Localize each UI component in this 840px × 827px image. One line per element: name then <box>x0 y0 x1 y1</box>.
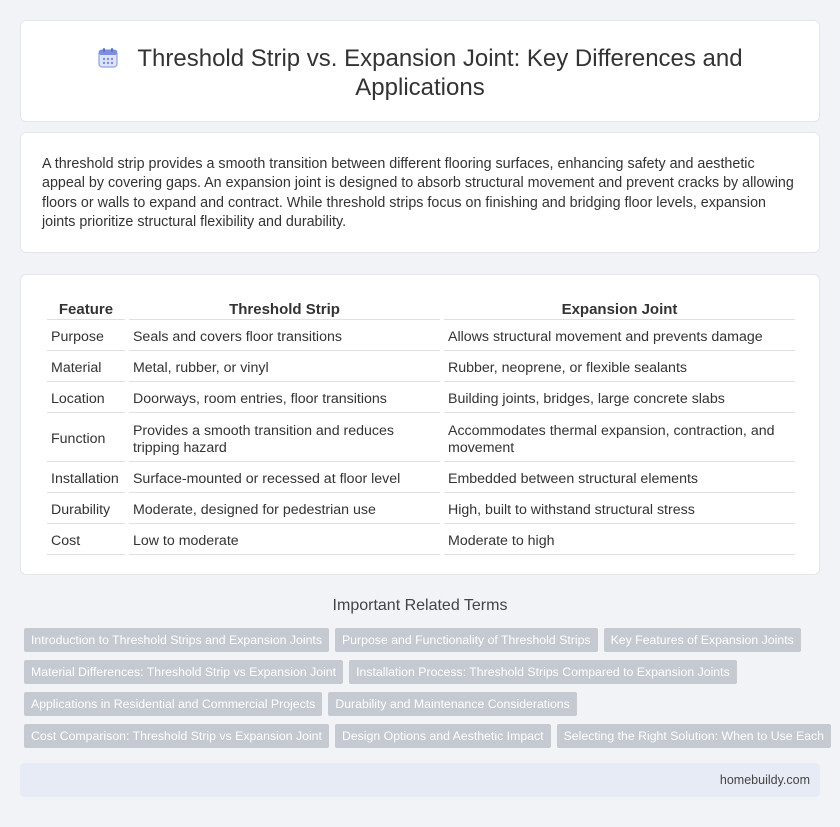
related-term-tag[interactable]: Cost Comparison: Threshold Strip vs Expansion Joint <box>24 724 329 748</box>
row-expansion: Embedded between structural elements <box>444 462 795 493</box>
page-title-wrap <box>21 44 819 102</box>
related-term-tag[interactable]: Design Options and Aesthetic Impact <box>335 724 551 748</box>
comparison-table <box>43 297 799 555</box>
table-header-row <box>47 297 795 320</box>
table-row <box>47 524 795 555</box>
comparison-card <box>20 274 820 575</box>
header-feature: Feature <box>47 297 125 320</box>
row-threshold: Low to moderate <box>129 524 440 555</box>
row-expansion: Allows structural movement and prevents damage <box>444 320 795 351</box>
title-card <box>20 20 820 122</box>
row-feature: Purpose <box>47 320 125 351</box>
related-term-tag[interactable]: Selecting the Right Solution: When to Use Each <box>557 724 831 748</box>
tag-row <box>24 724 824 748</box>
row-expansion: Accommodates thermal expansion, contraction, and movement <box>444 413 795 462</box>
table-row <box>47 382 795 413</box>
related-terms-list <box>24 628 824 756</box>
table-row <box>47 462 795 493</box>
table-row <box>47 493 795 524</box>
row-feature: Installation <box>47 462 125 493</box>
row-threshold: Surface-mounted or recessed at floor level <box>129 462 440 493</box>
calendar-icon <box>97 47 119 69</box>
related-term-tag[interactable]: Installation Process: Threshold Strips Compared to Expansion Joints <box>349 660 737 684</box>
row-expansion: Rubber, neoprene, or flexible sealants <box>444 351 795 382</box>
tag-row <box>24 692 824 716</box>
row-threshold: Seals and covers floor transitions <box>129 320 440 351</box>
row-expansion: Moderate to high <box>444 524 795 555</box>
related-term-tag[interactable]: Key Features of Expansion Joints <box>604 628 801 652</box>
row-threshold: Provides a smooth transition and reduces tripping hazard <box>129 413 440 462</box>
row-feature: Material <box>47 351 125 382</box>
row-expansion: Building joints, bridges, large concrete slabs <box>444 382 795 413</box>
row-feature: Durability <box>47 493 125 524</box>
related-term-tag[interactable]: Introduction to Threshold Strips and Expansion Joints <box>24 628 329 652</box>
footer <box>20 763 820 797</box>
row-threshold: Doorways, room entries, floor transitions <box>129 382 440 413</box>
intro-paragraph: A threshold strip provides a smooth transition between different flooring surfaces, enhancing safety and aesthetic appeal by covering gaps. An expansion joint is designed to absorb structural movement and prevent cracks by allowing floors or walls to expand and contract. While threshold strips focus on finishing and bridging floor levels, expansion joints prioritize structural flexibility and durability. <box>42 156 794 231</box>
related-term-tag[interactable]: Purpose and Functionality of Threshold Strips <box>335 628 598 652</box>
row-feature: Cost <box>47 524 125 555</box>
page-title: Threshold Strip vs. Expansion Joint: Key Differences and Applications <box>137 45 743 101</box>
tag-row <box>24 660 824 684</box>
footer-site-link[interactable]: homebuildy.com <box>719 773 810 787</box>
table-row <box>47 320 795 351</box>
related-term-tag[interactable]: Material Differences: Threshold Strip vs Expansion Joint <box>24 660 343 684</box>
header-threshold-strip: Threshold Strip <box>129 297 440 320</box>
row-threshold: Moderate, designed for pedestrian use <box>129 493 440 524</box>
header-expansion-joint: Expansion Joint <box>444 297 795 320</box>
related-terms-title: Important Related Terms <box>332 597 508 614</box>
row-feature: Location <box>47 382 125 413</box>
row-expansion: High, built to withstand structural stress <box>444 493 795 524</box>
related-term-tag[interactable]: Applications in Residential and Commercial Projects <box>24 692 322 716</box>
row-threshold: Metal, rubber, or vinyl <box>129 351 440 382</box>
tag-row <box>24 628 824 652</box>
row-feature: Function <box>47 413 125 462</box>
table-row <box>47 351 795 382</box>
intro-card <box>20 132 820 253</box>
related-term-tag[interactable]: Durability and Maintenance Considerations <box>328 692 576 716</box>
table-row <box>47 413 795 462</box>
